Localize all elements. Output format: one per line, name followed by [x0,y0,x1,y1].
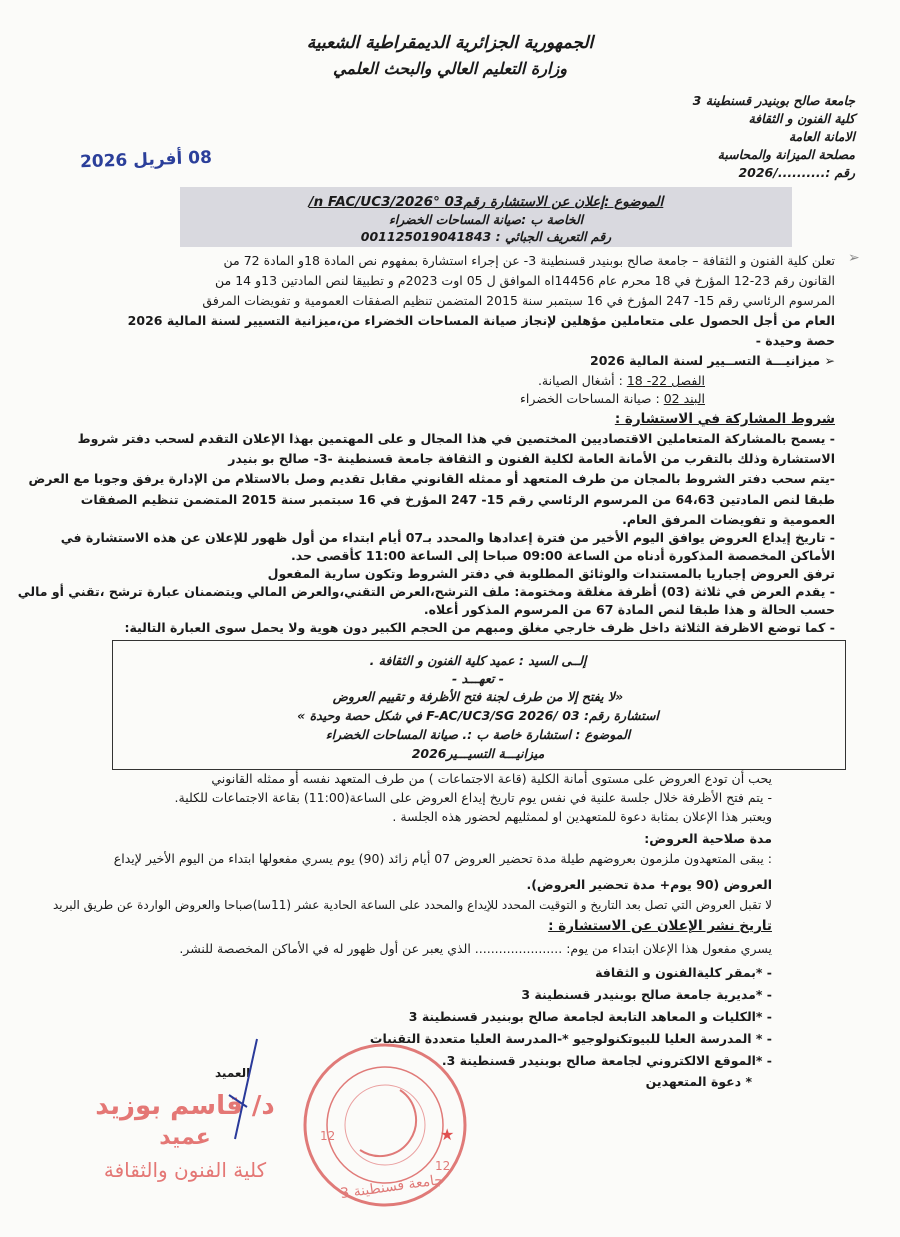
envelope-line: استشارة رقم: F-AC/UC3/SG 2026/ 03 في شكل حصة وحيدة » [297,708,659,723]
budget-title-text: ميزانيـــة التســيير لسنة المالية 2026 [590,353,821,368]
intro-line: العام من أجل الحصول على متعاملين مؤهلين لإنجاز صيانة المساحات الخضراء من،ميزانية التسيير لسنة المالية 2026 [127,313,835,328]
svg-text:12: 12 [435,1159,451,1173]
condition-line: - تاريخ إيداع العروض يوافق اليوم الأخير من فترة إعدادها والمحدد بـ07 أيام ابتداء من أول ظهور للإعلان عن هذه الاستشارة في [60,530,835,545]
intro-line: القانون رقم 23-12 المؤرخ في 18 محرم عام 14456اه الموافق ل 05 اوت 2023م و تطبيقا لنص المادتين 13و 14 من [215,273,835,288]
sender-secretariat: الامانة العامة [788,129,855,144]
condition-line: الاستشارة وذلك بالتقرب من الأمانة العامة لكلية الفنون و الثقافة جامعة قسنطينة -3- صالح بو بنيدر [228,451,835,466]
intro-line: المرسوم الرئاسي رقم 15- 247 المؤرخ في 16 سبتمبر سنة 2015 المتضمن تنظيم الصفقات العمومية و تفويضات المرفق [202,293,835,308]
validity-title: مدة صلاحية العروض: [644,831,772,846]
publication-line: يسري مفعول هذا الإعلان ابتداء من يوم: ...................... الذي يعبر عن أول ظهور له في الأماكن المخصصة للنشر. [179,941,772,956]
envelope-line: الموضوع : استشارة خاصة ب :. صيانة المساحات الخضراء [325,727,631,742]
condition-line: - يسمح بالمشاركة المتعاملين الاقتصاديين المختصين في هذا المجال و على المهتمين بهذا الإعلان التقدم لسحب دفتر شروط [77,431,835,446]
condition-line: -يتم سحب دفتر الشروط بالمجان من طرف المتعهد أو ممثله القانوني مقابل تقديم وصل بالاستلام من الإدارة يرفق وجوبا مع العرض [28,471,835,486]
publication-place: - *الموقع الالكتروني لجامعة صالح بوبنيدر قسنطينة 3. [441,1053,772,1068]
republic-header: الجمهورية الجزائرية الديمقراطية الشعبية [306,33,594,53]
signatory-title: العميد [215,1066,251,1080]
validity-line: : يبقى المتعهدون ملزمون بعروضهم طيلة مدة تحضير العروض 07 أيام زائد (90) يوم يسري مفعولها ابتداء من اليوم الأخير لإيداع [113,851,772,866]
intro-line: تعلن كلية الفنون و الثقافة – جامعة صالح بوبنيدر قسنطينة 3- عن إجراء استشارة بمفهوم نص المادة 18و المادة 72 من [223,253,835,268]
item-value: : صيانة المساحات الخضراء [520,391,660,406]
tax-id: رقم التعريف الجبائي : 001125019041843 [360,229,612,244]
publication-place: - *الكليات و المعاهد التابعة لجامعة صالح بوبنيدر قسنطينة 3 [408,1009,772,1024]
ministry-header: وزارة التعليم العالي والبحث العلمي [333,59,567,78]
svg-text:★: ★ [440,1125,455,1144]
validity-line: لا تقبل العروض التي تصل بعد التاريخ و التوقيت المحدد للإيداع والمحدد على الساعة الحادية عشر (11سا)صباحا والعروض الواردة عن طريق البريد [52,898,772,912]
condition-line: - يقدم العرض في ثلاثة (03) أظرفة مغلقة ومختومة: ملف الترشح،العرض التقني،والعرض المالي ويتضمنان عبارة ترشح ،تقني أو مالي [17,584,835,599]
condition-line: حسب الحالة و هذا طبقا لنص المادة 67 من المرسوم المذكور أعلاه. [423,602,835,617]
signature-stroke [225,1035,265,1145]
svg-text:12: 12 [320,1129,336,1143]
date-stamp: 08 أفريل 2026 [79,147,213,173]
dean-stamp-faculty: كلية الفنون والثقافة [103,1158,267,1182]
subject-scope: الخاصة ب :صيانة المساحات الخضراء [388,212,584,227]
intro-line: حصة وحيدة - [755,333,835,348]
deposit-line: يحب أن تودع العروض على مستوى أمانة الكلية (قاعة الاجتماعات ) من طرف المتعهد نفسه أو ممثله القانوني [211,771,772,786]
sender-university: جامعة صالح بوبنيدر قسنطينة 3 [692,93,855,108]
chapter-label: الفصل 22- 18 [626,373,705,388]
item-label: البند 02 [663,391,705,406]
condition-line: ترفق العروض إجباريا بالمستندات والوثائق المطلوبة في دفتر الشروط وتكون سارية المفعول [267,566,835,581]
conditions-title: شروط المشاركة في الاستشارة : [614,411,835,427]
reference-number: رقم :........../2026 [738,165,855,180]
publication-place: - * المدرسة العليا للبيوتكنولوجيو *-المدرسة العليا متعددة التقنيات [369,1031,772,1046]
condition-line: العمومية و تفويضات المرفق العام. [622,512,835,527]
budget-title: ➢ ميزانيـــة التســيير لسنة المالية 2026 [590,353,835,368]
publication-place: - *مديرية جامعة صالح بوبنيدر قسنطينة 3 [521,987,772,1002]
subject-title: الموضوع :إعلان عن الاستشارة رقم03 °n FAC/UC3/2026/ [308,194,664,210]
chapter-value: : أشغال الصيانة. [537,373,623,388]
validity-line: العروض (90 يوم+ مدة تحضير العروض). [526,877,772,892]
publication-place: - *بمقر كليةالفنون و الثقافة [595,965,772,980]
sender-faculty: كلية الفنون و الثقافة [748,111,855,126]
deposit-line: - يتم فتح الأظرفة خلال جلسة علنية في نفس يوم تاريخ إيداع العروض على الساعة(11:00) بقاعة الاجتماعات للكلية. [174,790,772,805]
deposit-line: ويعتبر هذا الإعلان بمثابة دعوة للمتعهدين او لممثليهم لحضور هذه الجلسة . [392,809,772,824]
dean-stamp-role: عميد [159,1125,211,1150]
envelope-line: إلــى السيد : عميد كلية الفنون و الثقافة . [369,653,587,668]
budget-chapter [538,372,705,390]
sender-service: مصلحة الميزانة والمحاسبة [717,147,855,162]
envelope-line: ميزانيـــة التسيـــير2026 [411,746,545,761]
seal-text: جامعة قسنطينة 3 [339,1171,444,1203]
arrow-bullet-icon: ➢ [848,250,860,266]
envelope-line: «لا يفتح إلا من طرف لجنة فتح الأظرفة و تقييم العروض [332,689,624,704]
publication-place: * دعوة المتعهدين [645,1074,752,1089]
dean-stamp-name: د/ قاسم بوزيد [95,1091,275,1121]
budget-item [520,390,705,408]
envelope-line: - تعهـــد - [452,671,504,686]
condition-line: طبقا لنص المادتين 64،63 من المرسوم الرئاسي رقم 15- 247 المؤرخ في 16 سبتمبر سنة 2015 المتضمن تنظيم الصفقات [80,492,835,507]
condition-line: الأماكن المخصصة المذكورة أدناه من الساعة 09:00 صباحا إلى الساعة 11:00 كأقصى حد. [291,548,835,563]
publication-title: تاريخ نشر الإعلان عن الاستشارة : [548,918,772,934]
condition-line: - كما توضع الاظرفة الثلاثة داخل ظرف خارجي مغلق ومبهم من الحجم الكبير دون هوية ولا يحمل سوى العبارة التالية: [124,620,835,635]
